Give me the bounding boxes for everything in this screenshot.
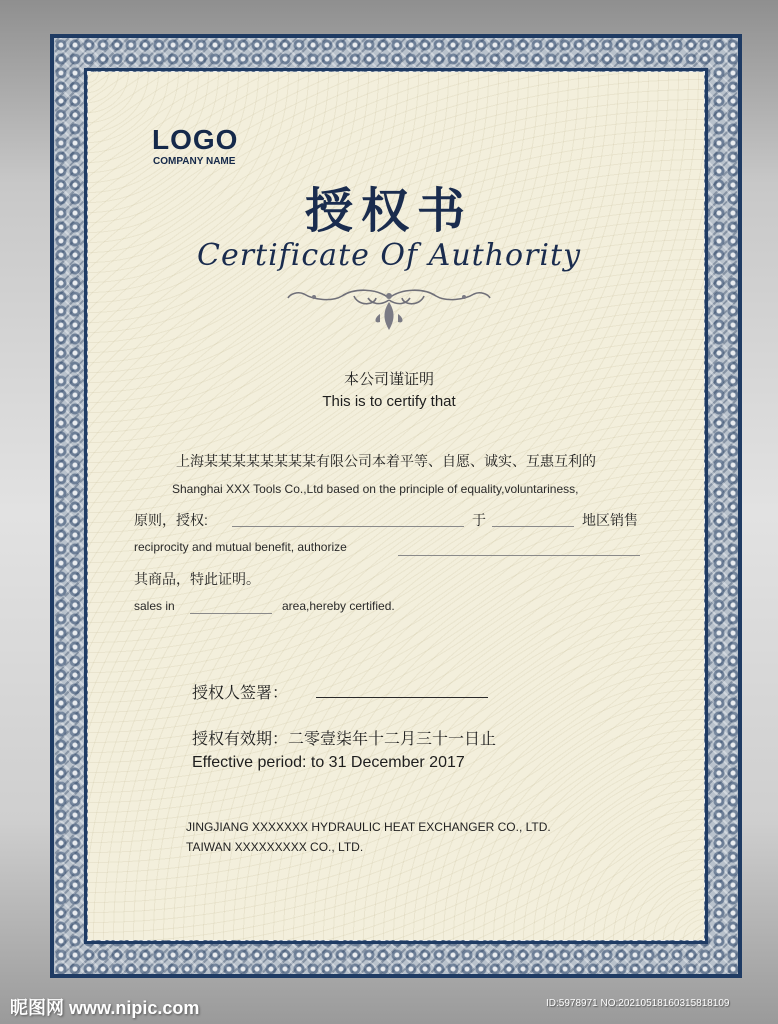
watermark-site: 昵图网 www.nipic.com bbox=[10, 998, 200, 1018]
authorized-party-blank-en bbox=[398, 555, 640, 556]
body-line3-chinese: 其商品，特此证明。 bbox=[134, 571, 260, 587]
intro-english: This is to certify that bbox=[322, 393, 456, 410]
title-english: Certificate Of Authority bbox=[196, 238, 582, 273]
authorized-party-blank bbox=[232, 526, 464, 527]
body-line2-chinese-c: 地区销售 bbox=[582, 512, 638, 528]
body-line1-chinese: 上海某某某某某某某某有限公司本着平等、自愿、诚实、互惠互利的 bbox=[176, 453, 596, 469]
watermark-id: ID:5978971 NO:20210518160315818109 bbox=[546, 998, 730, 1009]
body-line4-english-a: sales in bbox=[134, 599, 175, 613]
body-line1-english: Shanghai XXX Tools Co.,Ltd based on the principle of equality,voluntariness, bbox=[172, 482, 579, 496]
validity-english: Effective period: to 31 December 2017 bbox=[192, 754, 465, 771]
validity-chinese: 授权有效期：二零壹柒年十二月三十一日止 bbox=[192, 731, 497, 748]
body-line2-english: reciprocity and mutual benefit, authorize bbox=[134, 540, 347, 554]
title-chinese: 授权书 bbox=[304, 183, 473, 239]
company-line-2: TAIWAN XXXXXXXXX CO., LTD. bbox=[186, 840, 364, 854]
company-line-1: JINGJIANG XXXXXXX HYDRAULIC HEAT EXCHANGER CO., LTD. bbox=[186, 820, 551, 834]
region-blank-en bbox=[190, 613, 272, 614]
signature-line bbox=[316, 697, 488, 698]
body-line4-english-b: area,hereby certified. bbox=[282, 599, 395, 613]
body-line2-chinese-a: 原则，授权: bbox=[134, 512, 208, 528]
body-line2-chinese-b: 于 bbox=[472, 512, 486, 528]
logo-text: LOGO bbox=[152, 124, 239, 155]
logo-company-name: COMPANY NAME bbox=[153, 156, 236, 167]
region-blank-cn bbox=[492, 526, 574, 527]
signature-label: 授权人签署： bbox=[192, 685, 289, 702]
intro-chinese: 本公司谨证明 bbox=[343, 371, 434, 388]
flourish-ornament-icon bbox=[284, 284, 494, 336]
